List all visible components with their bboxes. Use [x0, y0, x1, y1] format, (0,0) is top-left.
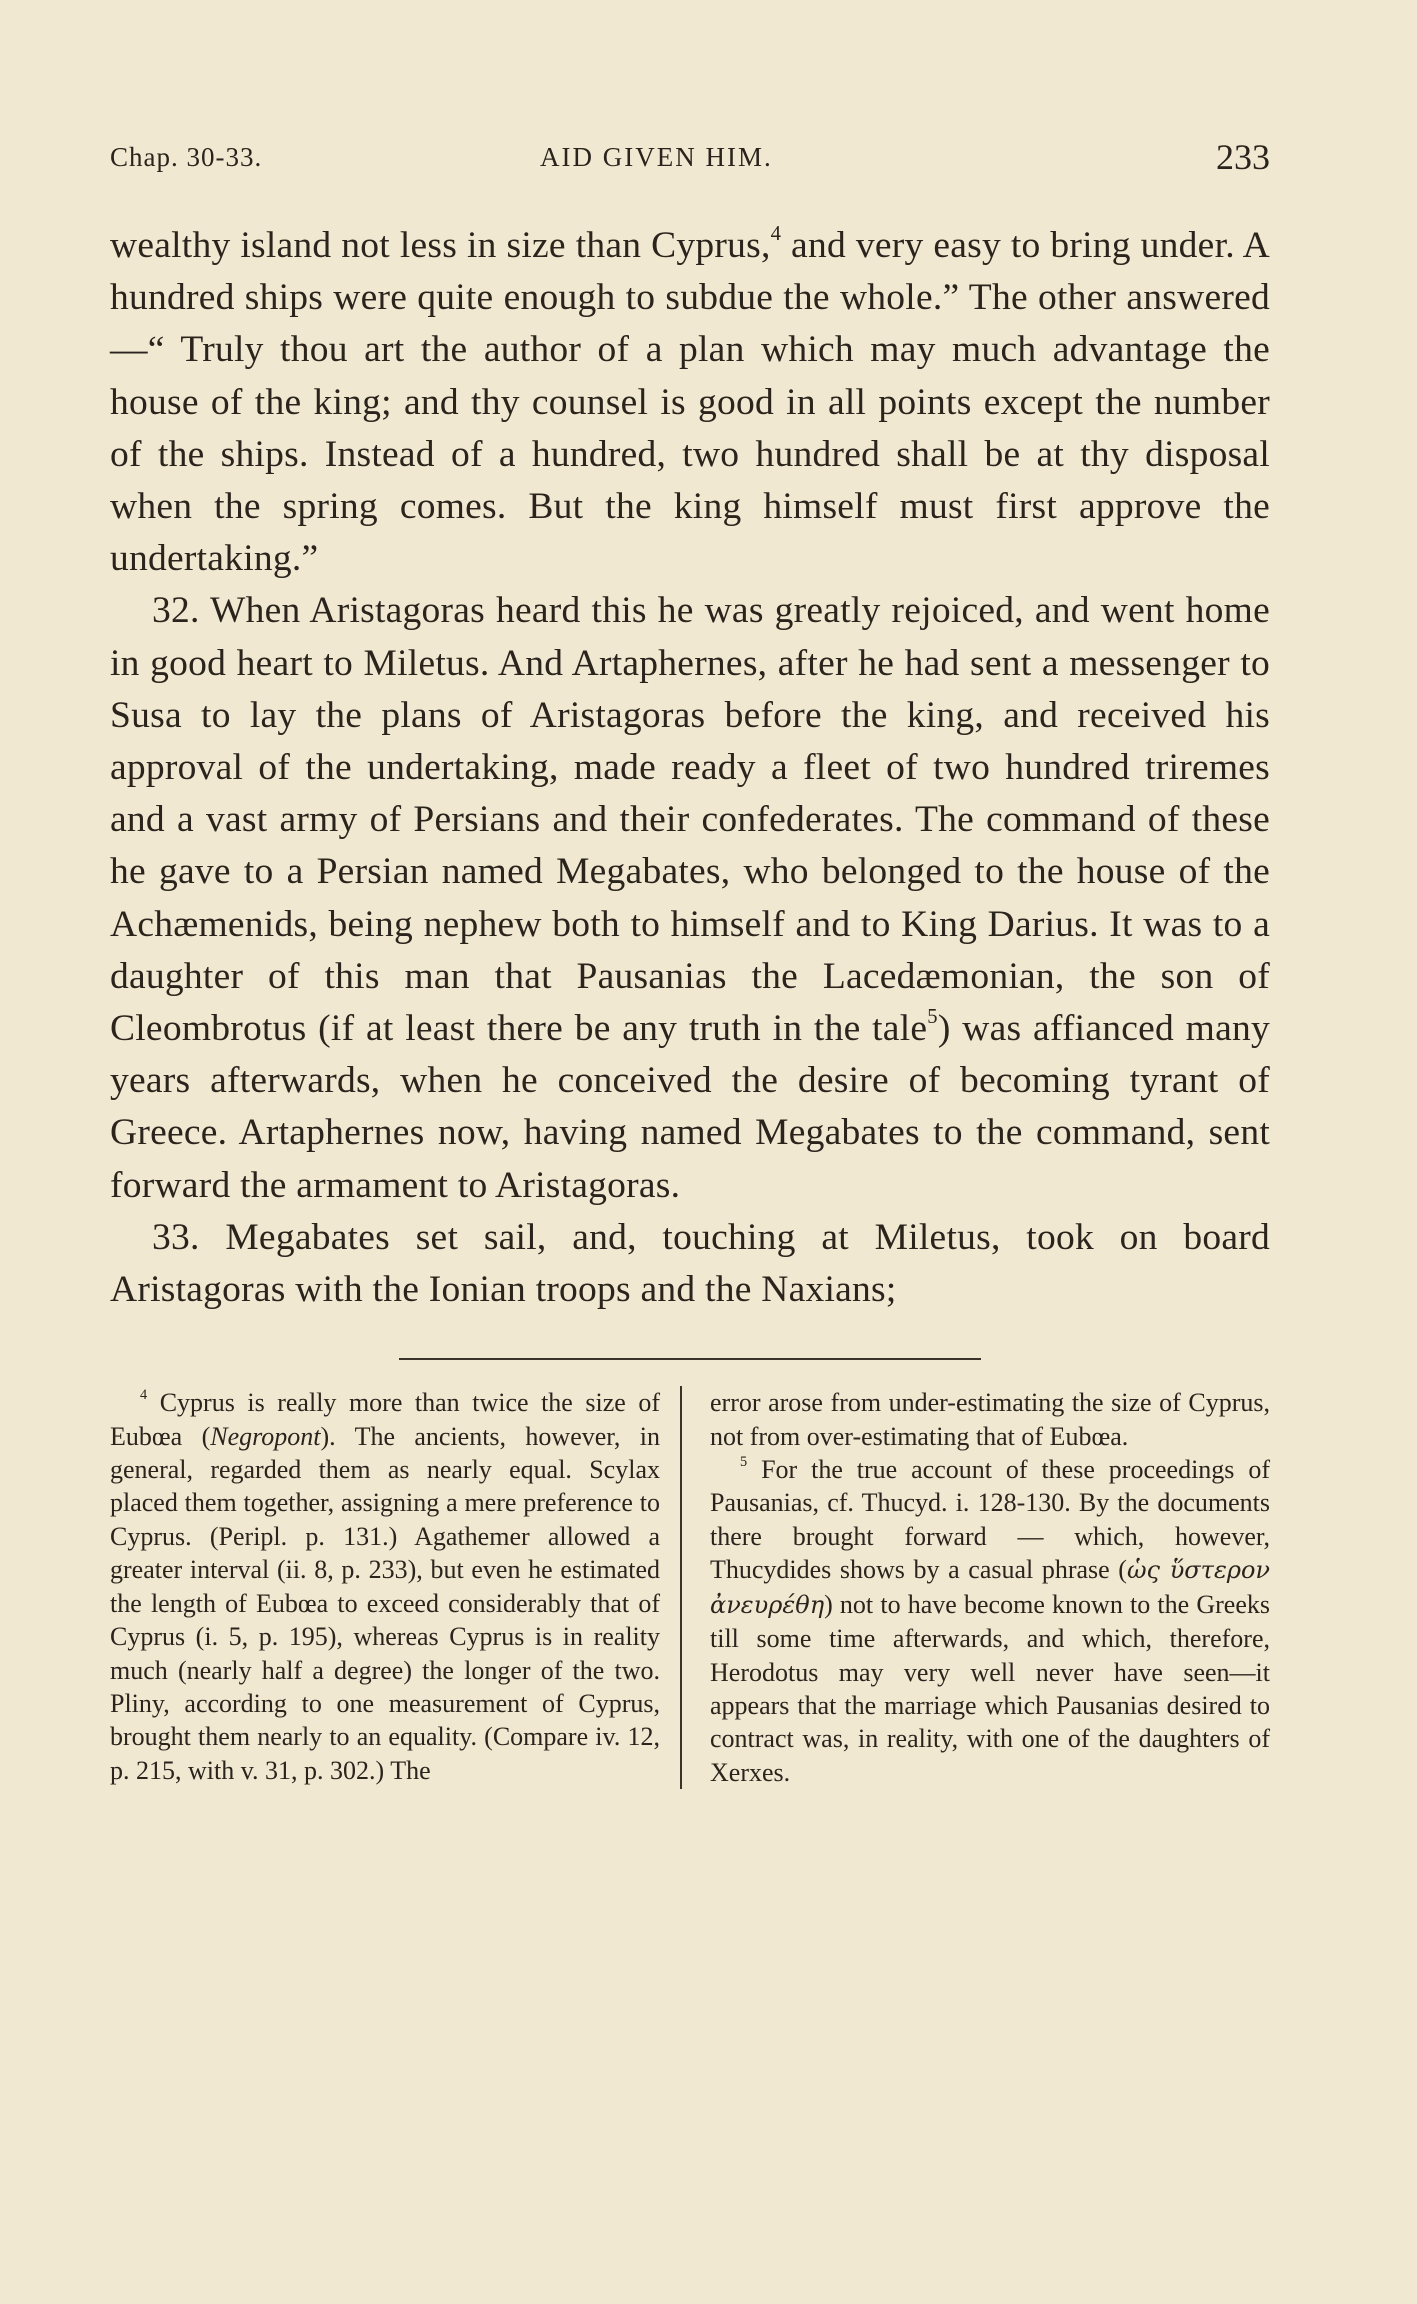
footnote-4-continued: error arose from under-estimating the size of Cyprus, not from over-estimating that of Eubœa. [710, 1388, 1270, 1451]
footnote-4: $^4$ Cyprus is really more than twice the size of Eubœa (Negropont). The ancients, however, in general, regarded them as nearly equal. Scylax placed them together, assigning a mere preference to Cyprus. (Peripl. p. 131.) Agathemer allowed a greater interval (ii. 8, p. 233), but even he estimated the length of Eubœa to exceed considerably that of Cyprus (i. 5, p. 195), whereas Cyprus is in reality much (nearly half a degree) the longer of the two. Pliny, according to one measurement of Cyprus, brought them nearly to an equality. (Compare iv. 12, p. 215, with v. 31, p. 302.) The [110, 1387, 660, 1785]
footnote-marker-4: 4 [140, 1387, 148, 1404]
footnote-ref-4: 4 [770, 223, 782, 246]
running-head [110, 130, 1270, 190]
page-content [110, 130, 1270, 1789]
footnote-rule [399, 1358, 981, 1360]
footnote-marker-5: 5 [740, 1454, 748, 1471]
footnotes [110, 1386, 1270, 1789]
paragraph-33: 33. Megabates set sail, and, touching at Miletus, took on board Aristagoras with the Ionian troops and the Naxians; [110, 1216, 1270, 1311]
paragraph-32: 32. When Aristagoras heard this he was greatly rejoiced, and went home in good heart to Miletus. And Artaphernes, after he had sent a messenger to Susa to lay the plans of Aristagoras before the king, and received his approval of the undertaking, made ready a fleet of two hundred triremes and a vast army of Persians and their confederates. The command of these he gave to a Persian named Megabates, who belonged to the house of the Achæmenids, being nephew both to himself and to King Darius. It was to a daughter of this man that Pausanias the Lacedæmonian, the son of Cleombrotus (if at least there be any truth in the tale$^5$) was affianced many years afterwards, when he conceived the desire of becoming tyrant of Greece. Artaphernes now, having named Megabates to the command, sent forward the armament to Aristagoras. [110, 590, 1270, 1206]
greek-phrase: ὡς ὕστερον ἀνευρέθη [710, 1556, 1270, 1619]
running-title: AID GIVEN HIM. [540, 142, 773, 172]
footnote-5: $^5$ For the true account of these proceedings of Pausanias, cf. Thucyd. i. 128-130. By the documents there brought forward — which, however, Thucydides shows by a casual phrase (ὡς ὕστερον ἀνευρέθη) not to have become known to the Greeks till some time afterwards, and which, therefore, Herodotus may very well never have seen—it appears that the marriage which Pausanias desired to contract was, in reality, with one of the daughters of Xerxes. [710, 1454, 1270, 1787]
footnote-ref-5: 5 [927, 1006, 938, 1029]
footnote-column-left [110, 1386, 682, 1789]
main-text [110, 220, 1270, 1316]
footnote-column-right [710, 1386, 1270, 1789]
page-number: 233 [1216, 137, 1270, 177]
paragraph: wealthy island not less in size than Cyprus,$^4$ and very easy to bring under. A hundred ships were quite enough to subdue the whole.” The other answered—“ Truly thou art the author of a plan which may much advantage the house of the king; and thy counsel is good in all points except the number of the ships. Instead of a hundred, two hundred shall be at thy disposal when the spring comes. But the king himself must first approve the undertaking.” [110, 223, 1271, 580]
chapter-range: Chap. 30-33. [110, 142, 263, 172]
